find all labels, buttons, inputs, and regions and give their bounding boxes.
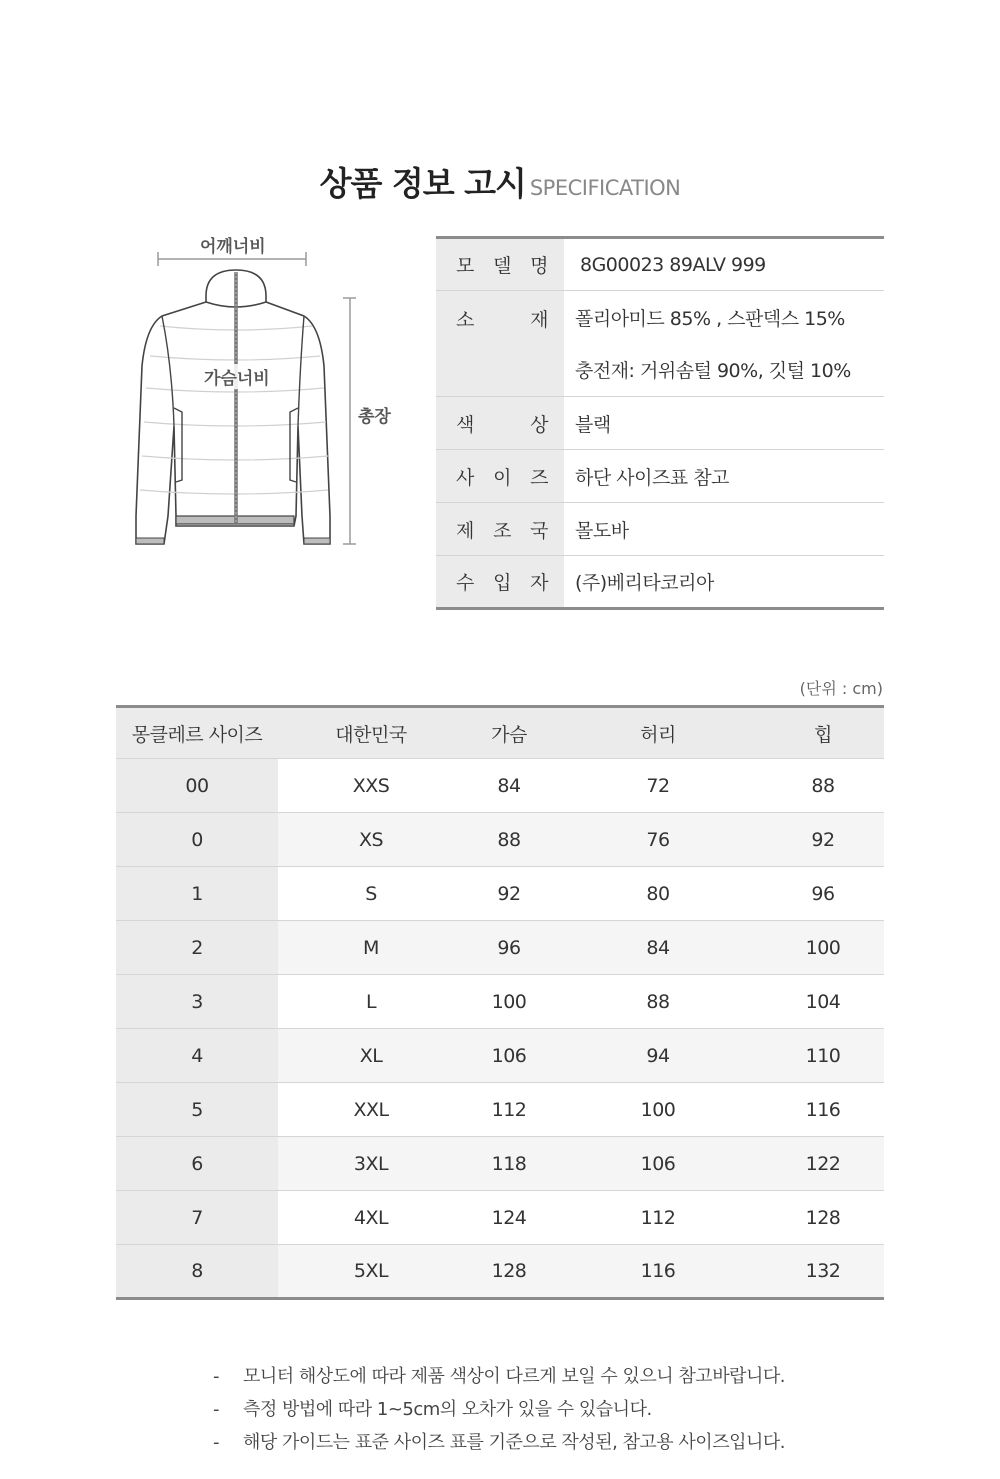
header-waist: 허리 bbox=[554, 707, 762, 759]
table-row bbox=[116, 1137, 884, 1191]
table-cell: 116 bbox=[554, 1245, 762, 1299]
table-cell: 4XL bbox=[278, 1191, 464, 1245]
size-table-header bbox=[116, 707, 884, 759]
table-cell: 88 bbox=[464, 813, 554, 867]
table-cell: 110 bbox=[762, 1029, 884, 1083]
spec-label: 사 이 즈 bbox=[436, 450, 564, 503]
table-cell: 00 bbox=[116, 759, 278, 813]
table-cell: 3 bbox=[116, 975, 278, 1029]
note-item: - 해당 가이드는 표준 사이즈 표를 기준으로 작성된, 참고용 사이즈입니다. bbox=[213, 1426, 785, 1459]
spec-value: (주)베리타코리아 bbox=[564, 556, 884, 609]
table-cell: 72 bbox=[554, 759, 762, 813]
table-cell: 132 bbox=[762, 1245, 884, 1299]
spec-row-importer bbox=[436, 556, 884, 609]
table-row bbox=[116, 813, 884, 867]
table-cell: XL bbox=[278, 1029, 464, 1083]
table-cell: 104 bbox=[762, 975, 884, 1029]
header-chest: 가슴 bbox=[464, 707, 554, 759]
spec-row-material bbox=[436, 291, 884, 344]
header-korea-size: 대한민국 bbox=[278, 707, 464, 759]
table-cell: 118 bbox=[464, 1137, 554, 1191]
table-cell: 5 bbox=[116, 1083, 278, 1137]
note-marker: - bbox=[213, 1432, 219, 1453]
spec-value: 충전재: 거위솜털 90%, 깃털 10% bbox=[575, 360, 851, 383]
table-cell: 96 bbox=[762, 867, 884, 921]
table-cell: 5XL bbox=[278, 1245, 464, 1299]
table-cell: L bbox=[278, 975, 464, 1029]
table-row bbox=[116, 867, 884, 921]
spec-row-origin bbox=[436, 503, 884, 556]
table-cell: 84 bbox=[464, 759, 554, 813]
table-cell: 94 bbox=[554, 1029, 762, 1083]
note-marker: - bbox=[213, 1399, 219, 1420]
title-sub: SPECIFICATION bbox=[529, 176, 681, 200]
table-cell: 96 bbox=[464, 921, 554, 975]
table-cell: 0 bbox=[116, 813, 278, 867]
table-row bbox=[116, 1029, 884, 1083]
table-cell: 106 bbox=[464, 1029, 554, 1083]
table-cell: M bbox=[278, 921, 464, 975]
table-cell: 8 bbox=[116, 1245, 278, 1299]
table-cell: XXL bbox=[278, 1083, 464, 1137]
header-moncler-size: 몽클레르 사이즈 bbox=[116, 707, 278, 759]
spec-label: 색 상 bbox=[436, 397, 564, 450]
note-item: - 측정 방법에 따라 1~5cm의 오차가 있을 수 있습니다. bbox=[213, 1393, 785, 1426]
spec-value: 8G00023 89ALV 999 bbox=[580, 253, 766, 276]
spec-label: 수 입 자 bbox=[436, 556, 564, 609]
title-main: 상품 정보 고시 bbox=[319, 164, 526, 203]
size-table bbox=[116, 705, 884, 1300]
unit-label: (단위 : cm) bbox=[799, 679, 883, 698]
table-cell: XXS bbox=[278, 759, 464, 813]
table-cell: 100 bbox=[464, 975, 554, 1029]
table-cell: 92 bbox=[762, 813, 884, 867]
table-cell: 4 bbox=[116, 1029, 278, 1083]
spec-value: 폴리아미드 85% , 스판덱스 15% bbox=[564, 291, 884, 344]
table-row bbox=[116, 759, 884, 813]
jacket-outline-icon bbox=[118, 226, 418, 566]
table-cell: 112 bbox=[554, 1191, 762, 1245]
table-cell: 128 bbox=[464, 1245, 554, 1299]
table-cell: 88 bbox=[762, 759, 884, 813]
spec-value: 하단 사이즈표 참고 bbox=[564, 450, 884, 503]
table-cell: 76 bbox=[554, 813, 762, 867]
spec-row-size bbox=[436, 450, 884, 503]
spec-row-model bbox=[436, 238, 884, 291]
spec-table bbox=[436, 236, 884, 610]
table-cell: XS bbox=[278, 813, 464, 867]
table-cell: 7 bbox=[116, 1191, 278, 1245]
note-marker: - bbox=[213, 1366, 219, 1387]
table-cell: 6 bbox=[116, 1137, 278, 1191]
notes-list bbox=[213, 1360, 785, 1459]
table-cell: 92 bbox=[464, 867, 554, 921]
table-cell: 116 bbox=[762, 1083, 884, 1137]
shoulder-label: 어깨너비 bbox=[200, 237, 266, 257]
table-row bbox=[116, 975, 884, 1029]
spec-label: 모 델 명 bbox=[436, 238, 564, 291]
table-cell: 128 bbox=[762, 1191, 884, 1245]
table-row bbox=[116, 1083, 884, 1137]
table-cell: 122 bbox=[762, 1137, 884, 1191]
table-row bbox=[116, 1245, 884, 1299]
note-item: - 모니터 해상도에 따라 제품 색상이 다르게 보일 수 있으니 참고바랍니다. bbox=[213, 1360, 785, 1393]
table-cell: 112 bbox=[464, 1083, 554, 1137]
length-label: 총장 bbox=[358, 407, 391, 427]
table-cell: 1 bbox=[116, 867, 278, 921]
spec-label: 소 재 bbox=[436, 291, 564, 397]
spec-row-color bbox=[436, 397, 884, 450]
spec-value: 블랙 bbox=[564, 397, 884, 450]
table-cell: 100 bbox=[762, 921, 884, 975]
table-row bbox=[116, 921, 884, 975]
table-cell: 124 bbox=[464, 1191, 554, 1245]
table-cell: 84 bbox=[554, 921, 762, 975]
table-cell: 2 bbox=[116, 921, 278, 975]
table-cell: S bbox=[278, 867, 464, 921]
table-row bbox=[116, 1191, 884, 1245]
jacket-diagram bbox=[118, 226, 418, 566]
header-hip: 힙 bbox=[762, 707, 884, 759]
table-cell: 88 bbox=[554, 975, 762, 1029]
table-cell: 80 bbox=[554, 867, 762, 921]
spec-label: 제 조 국 bbox=[436, 503, 564, 556]
table-cell: 100 bbox=[554, 1083, 762, 1137]
chest-label: 가슴너비 bbox=[202, 364, 272, 389]
page-title bbox=[0, 158, 1000, 205]
table-cell: 3XL bbox=[278, 1137, 464, 1191]
table-cell: 106 bbox=[554, 1137, 762, 1191]
spec-value: 몰도바 bbox=[564, 503, 884, 556]
